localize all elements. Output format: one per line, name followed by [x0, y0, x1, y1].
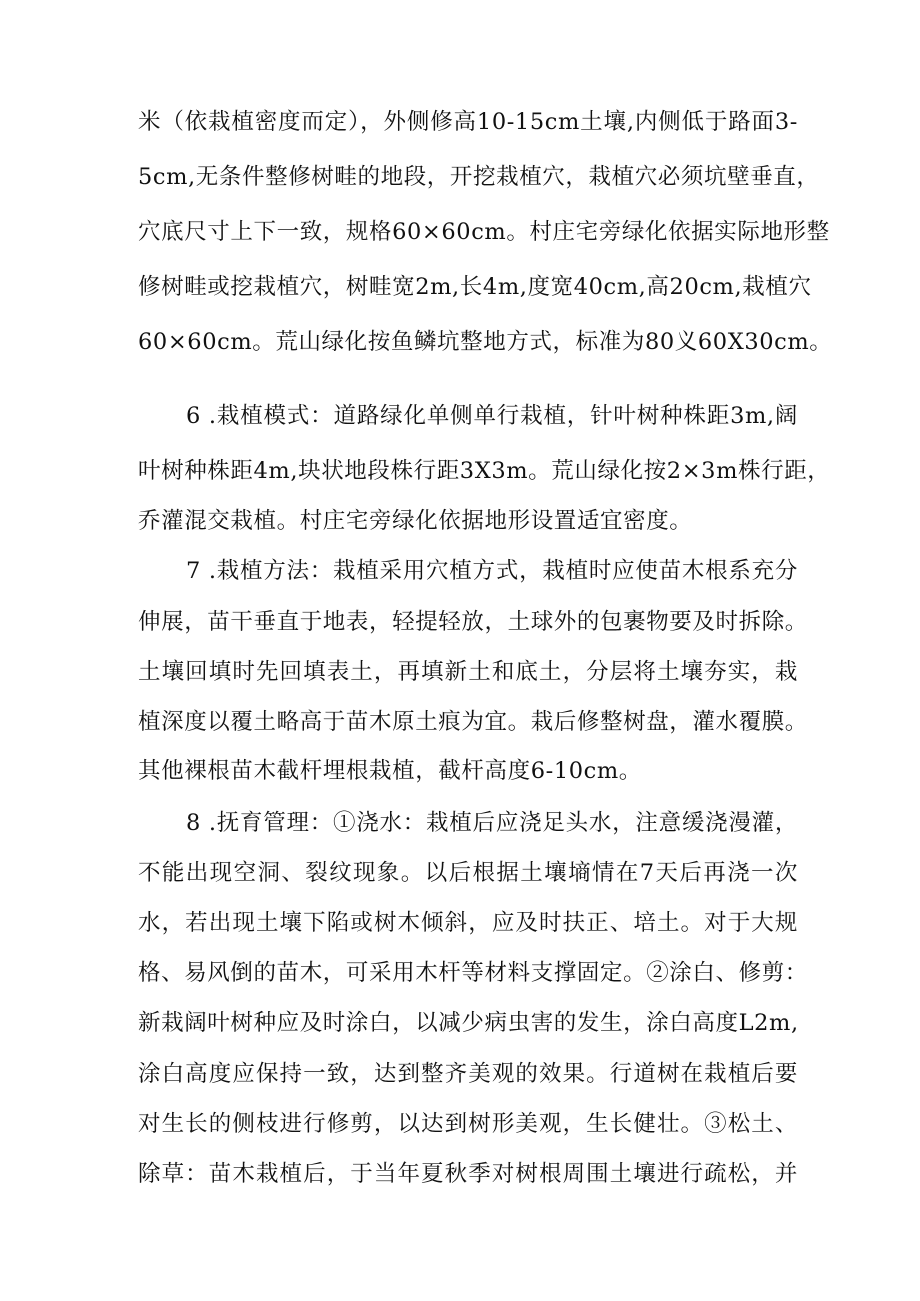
text-line: 伸展，苗干垂直于地表，轻提轻放，土球外的包裹物要及时拆除。 [138, 609, 808, 635]
text-line: 6 .栽植模式：道路绿化单侧单行栽植，针叶树种株距3m,阔 [186, 403, 798, 429]
text-line: 对生长的侧枝进行修剪，以达到树形美观，生长健壮。③松土、 [138, 1111, 798, 1137]
text-line: 7 .栽植方法：栽植采用穴植方式，栽植时应使苗木根系充分 [186, 558, 798, 584]
text-line: 米（依栽植密度而定），外侧修高10-15cm土壤,内侧低于路面3- [138, 109, 798, 135]
text-line: 除草：苗木栽植后，于当年夏秋季对树根周围土壤进行疏松，并 [138, 1161, 798, 1187]
text-line: 不能出现空洞、裂纹现象。以后根据土壤墒情在7天后再浇一次 [138, 860, 798, 886]
text-line: 乔灌混交栽植。村庄宅旁绿化依据地形设置适宜密度。 [138, 508, 693, 534]
text-line: 5cm,无条件整修树畦的地段，开挖栽植穴，栽植穴必须坑壁垂直， [138, 164, 820, 190]
text-line: 格、易风倒的苗木，可采用木杆等材料支撑固定。②涂白、修剪： [138, 960, 808, 986]
text-line: 水，若出现土壤下陷或树木倾斜，应及时扶正、培土。对于大规 [138, 910, 798, 936]
text-line: 土壤回填时先回填表土，再填新土和底土，分层将土壤夯实，栽 [138, 659, 798, 685]
text-line: 涂白高度应保持一致，达到整齐美观的效果。行道树在栽植后要 [138, 1061, 798, 1087]
text-line: 新栽阔叶树种应及时涂白，以减少病虫害的发生，涂白高度L2m, [138, 1010, 799, 1036]
text-line: 8 .抚育管理：①浇水：栽植后应浇足头水，注意缓浇漫灌， [186, 810, 798, 836]
text-line: 叶树种株距4m,块状地段株行距3X3m。荒山绿化按2×3m株行距， [138, 458, 831, 484]
text-line: 60×60cm。荒山绿化按鱼鳞坑整地方式，标准为80义60X30cm。 [138, 329, 833, 355]
text-line: 修树畦或挖栽植穴，树畦宽2m,长4m,度宽40cm,高20cm,栽植穴 [138, 274, 812, 300]
text-line: 其他裸根苗木截杆埋根栽植，截杆高度6-10cm。 [138, 758, 642, 784]
text-line: 植深度以覆土略高于苗木原土痕为宜。栽后修整树盘，灌水覆膜。 [138, 709, 808, 735]
text-line: 穴底尺寸上下一致，规格60×60cm。村庄宅旁绿化依据实际地形整 [138, 219, 830, 245]
